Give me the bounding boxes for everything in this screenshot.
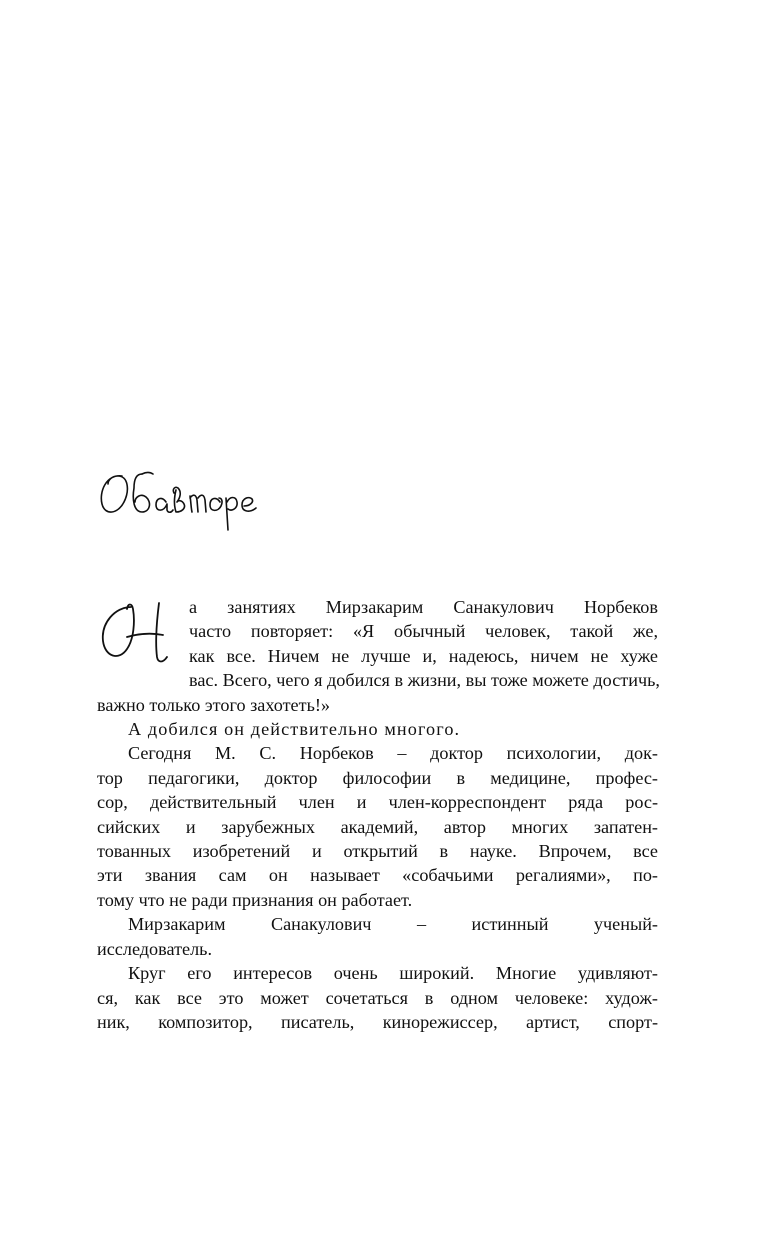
text-line: Мирзакарим Санакулович – истинный ученый-: [128, 914, 658, 935]
section-heading: [96, 462, 656, 542]
text-line: как все. Ничем не лучше и, надеюсь, ничем не хуже: [189, 645, 658, 666]
text-line: тор педагогики, доктор философии в медицине, профес-: [97, 767, 658, 788]
text-line: тому что не ради признания он работает.: [97, 889, 413, 910]
text-line: сор, действительный член и член-корреспондент ряда рос-: [97, 792, 658, 813]
text-line: а занятиях Мирзакарим Санакулович Норбеков: [189, 597, 658, 617]
text-line: Сегодня М. С. Норбеков – доктор психологии, док-: [128, 743, 658, 764]
text-line: вас. Всего, чего я добился в жизни, вы тоже можете достичь,: [189, 670, 660, 691]
article-text: [97, 595, 658, 1034]
text-line: ся, как все это может сочетаться в одном человеке: худож-: [97, 987, 658, 1008]
dropcap-script-glyph: [97, 597, 183, 670]
text-line: эти звания сам он называет «собачьими регалиями», по-: [97, 865, 658, 886]
text-line: А добился он действительно многого.: [128, 719, 461, 740]
text-line: ник, композитор, писатель, кинорежиссер, артист, спорт-: [97, 1011, 658, 1032]
text-line: тованных изобретений и открытий в науке. Впрочем, все: [97, 841, 658, 862]
text-line: исследователь.: [97, 938, 213, 959]
text-line: важно только этого захотеть!»: [97, 694, 331, 715]
text-line: часто повторяет: «Я обычный человек, такой же,: [189, 621, 658, 642]
text-line: Круг его интересов очень широкий. Многие удивляют-: [128, 963, 658, 984]
script-title-lettering: [96, 462, 276, 532]
text-line: сийских и зарубежных академий, автор многих запатен-: [97, 816, 658, 837]
dropcap: [97, 597, 183, 670]
